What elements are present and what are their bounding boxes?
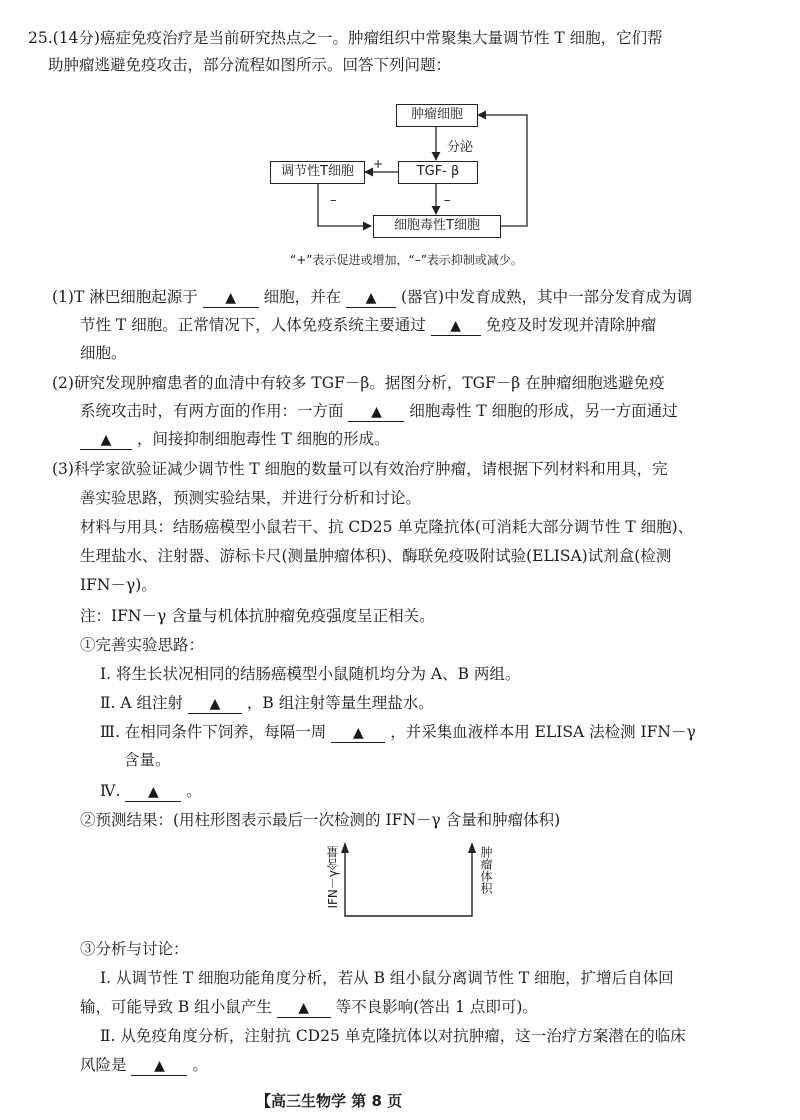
chart-arrow-right: [468, 842, 476, 853]
step1-ii: [100, 692, 434, 714]
part2-line-3: [80, 428, 390, 450]
label-plus: +: [373, 157, 384, 171]
step1-iii-text-a: Ⅲ. 在相同条件下饲养，每隔一周: [100, 723, 327, 741]
step1-ii-text-a: Ⅱ. A 组注射: [100, 694, 184, 712]
triangle-icon: ▲: [365, 290, 377, 306]
step3-i-text-b: 输，可能导致 B 组小鼠产生: [80, 998, 272, 1016]
part1-line-2: [80, 314, 656, 336]
diagram-caption: “+”表示促进或增加，“–”表示抑制或减少。: [290, 253, 523, 267]
label-minus-treg: –: [330, 193, 337, 208]
triangle-icon: ▲: [209, 696, 221, 712]
triangle-icon: ▲: [450, 318, 462, 334]
chart-y-label-ifn: IFN－γ含量: [326, 846, 340, 909]
chart-y-label-volume: 肿瘤体积: [479, 846, 493, 894]
question-intro-line-2: 助肿瘤逃避免疫攻击，部分流程如图所示。回答下列问题：: [48, 56, 452, 74]
part3-line-2: 善实验思路，预测实验结果，并进行分析和讨论。: [80, 489, 422, 507]
part1-text-b: 细胞，并在: [263, 288, 342, 306]
materials-line-2: 生理盐水、注射器、游标卡尺(测量肿瘤体积)、酶联免疫吸附试验(ELISA)试剂盒(检测: [80, 547, 672, 565]
answer-blank[interactable]: [203, 288, 259, 308]
step3-heading: ③分析与讨论：: [80, 940, 189, 958]
step1-iv-text-a: Ⅳ.: [100, 782, 121, 800]
note-line: 注：IFN－γ 含量与机体抗肿瘤免疫强度呈正相关。: [80, 607, 435, 625]
step3-i-line-2: [80, 996, 538, 1018]
part2-text-a: 系统攻击时，有两方面的作用：一方面: [80, 402, 344, 420]
materials-line-3: IFN－γ)。: [80, 576, 157, 594]
answer-blank[interactable]: [331, 723, 385, 743]
part1-text-a: (1)T 淋巴细胞起源于: [52, 288, 198, 306]
label-minus-tgf: –: [444, 193, 451, 208]
step3-ii-line-1: Ⅱ. 从免疫角度分析，注射抗 CD25 单克隆抗体以对抗肿瘤，这一治疗方案潜在的临床: [100, 1027, 686, 1045]
step3-i-line-1: Ⅰ. 从调节性 T 细胞功能角度分析，若从 B 组小鼠分离调节性 T 细胞，扩增后自体回: [100, 969, 674, 987]
box-tgf-beta: TGF- β: [398, 161, 478, 184]
step1-iii-cont: 含量。: [124, 751, 171, 769]
chart-arrow-left: [341, 842, 349, 853]
chart-axes: [345, 848, 472, 916]
step3-i-text-c: 等不良影响(答出 1 点即可)。: [335, 998, 538, 1016]
arrow-treg-to-ctl: [318, 183, 371, 226]
box-regulatory-t-cell: 调节性T细胞: [270, 161, 365, 184]
label-secrete: 分泌: [447, 140, 474, 155]
triangle-icon: ▲: [100, 432, 112, 448]
triangle-icon: ▲: [225, 290, 237, 306]
step1-ii-text-b: ，B 组注射等量生理盐水。: [246, 694, 434, 712]
step1-i: Ⅰ. 将生长状况相同的结肠癌模型小鼠随机均分为 A、B 两组。: [100, 665, 521, 683]
arrow-ctl-to-tumor: [478, 115, 527, 226]
page-footer: 【高三生物学 第 8 页: [256, 1092, 403, 1110]
triangle-icon: ▲: [154, 1058, 165, 1074]
answer-blank[interactable]: [80, 430, 132, 450]
box-tumor-cell: 肿瘤细胞: [396, 104, 478, 127]
part1-line-3: 细胞。: [80, 344, 127, 362]
part1-text-d: 节性 T 细胞。正常情况下，人体免疫系统主要通过: [80, 316, 426, 334]
step3-ii-line-2: [80, 1054, 208, 1076]
triangle-icon: ▲: [298, 1000, 310, 1016]
step3-ii-text-c: 。: [192, 1056, 208, 1074]
answer-blank[interactable]: [348, 402, 404, 422]
answer-blank[interactable]: [125, 782, 181, 802]
triangle-icon: ▲: [352, 725, 364, 741]
answer-blank[interactable]: [188, 694, 242, 714]
part2-line-2: [80, 400, 678, 422]
materials-line-1: 材料与用具：结肠癌模型小鼠若干、抗 CD25 单克隆抗体(可消耗大部分调节性 T 细胞)、: [80, 518, 694, 536]
part2-text-c: ，间接抑制细胞毒性 T 细胞的形成。: [136, 430, 390, 448]
answer-blank[interactable]: [346, 288, 396, 308]
question-intro-line-1: 25.(14分)癌症免疫治疗是当前研究热点之一。肿瘤组织中常聚集大量调节性 T 细胞，它们帮: [28, 29, 663, 47]
triangle-icon: ▲: [371, 404, 382, 420]
answer-blank[interactable]: [277, 998, 331, 1018]
part1-text-c: (器官)中发育成熟，其中一部分发育成为调: [401, 288, 693, 306]
step1-iv-text-b: 。: [186, 782, 202, 800]
part2-line-1: (2)研究发现肿瘤患者的血清中有较多 TGF－β。据图分析，TGF－β 在肿瘤细胞逃避免疫: [52, 374, 665, 392]
triangle-icon: ▲: [147, 784, 159, 800]
step3-ii-text-b: 风险是: [80, 1056, 127, 1074]
part1-line-1: [52, 286, 692, 308]
step2-heading: ②预测结果：(用柱形图表示最后一次检测的 IFN－γ 含量和肿瘤体积): [80, 811, 561, 829]
answer-blank[interactable]: [131, 1056, 187, 1076]
box-cytotoxic-t-cell: 细胞毒性T细胞: [373, 215, 501, 238]
step1-heading: ①完善实验思路：: [80, 636, 205, 654]
answer-blank[interactable]: [431, 316, 481, 336]
step1-iii: [100, 721, 696, 743]
part2-text-b: 细胞毒性 T 细胞的形成，另一方面通过: [409, 402, 678, 420]
step1-iv: [100, 780, 202, 802]
step1-iii-text-b: ，并采集血液样本用 ELISA 法检测 IFN－γ: [390, 723, 696, 741]
part3-line-1: (3)科学家欲验证减少调节性 T 细胞的数量可以有效治疗肿瘤，请根据下列材料和用具，完: [52, 460, 668, 478]
part1-text-e: 免疫及时发现并清除肿瘤: [485, 316, 657, 334]
